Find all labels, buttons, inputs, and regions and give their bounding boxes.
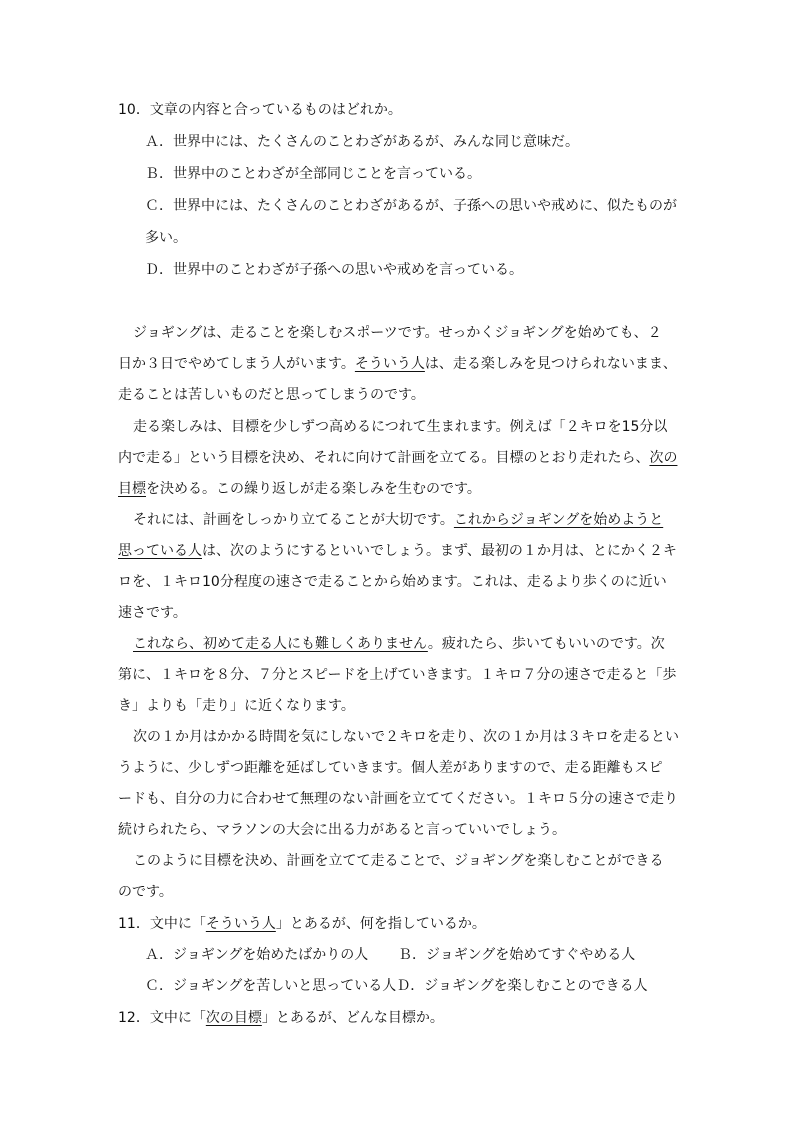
passage-p5-line2: うように、少しずつ距離を延ばしていきます。個人差がありますので、走る距離もスピ [118, 760, 663, 776]
underline-omotteiru-hito: 思っている人 [118, 543, 202, 559]
underline-sou-iu-hito: そういう人 [354, 356, 425, 372]
passage-p6-line2: のです。 [118, 884, 173, 900]
passage-p1-line1: ジョギングは、走ることを楽しむスポーツです。せっかくジョギングを始めても、２ [133, 325, 662, 341]
q10-option-b: Ｂ．世界中のことわざが全部同じことを言っている。 [145, 166, 481, 182]
passage-p1-line3: 走ることは苦しいものだと思ってしまうのです。 [118, 387, 425, 403]
passage-p6-line1: このように目標を決め、計画を立てて走ることで、ジョギングを楽しむことができる [133, 853, 664, 869]
passage-p3-line3: ロを、１キロ10分程度の速さで走ることから始めます。これは、走るより歩くのに近い [118, 574, 667, 590]
passage-p3-line2: 思っている人は、次のようにするといいでしょう。まず、最初の１か月は、とにかく２キ [118, 543, 677, 559]
passage-p5-line4: 続けられたら、マラソンの大会に出る力があると言っていいでしょう。 [118, 822, 566, 838]
q11-option-b: Ｂ．ジョギングを始めてすぐやめる人 [398, 947, 636, 963]
passage-p5-line1: 次の１か月はかかる時間を気にしないで２キロを走り、次の１か月は３キロを走るとい [133, 729, 679, 745]
q12-underline: 次の目標 [205, 1010, 262, 1026]
q10-option-c-line1: Ｃ．世界中には、たくさんのことわざがあるが、子孫への思いや戒めに、似たものが [145, 198, 677, 214]
q11-options-row1 [145, 946, 705, 964]
q11-option-a: Ａ．ジョギングを始めたばかりの人 [145, 947, 369, 963]
question-11: 11．文中に「そういう人」とあるが、何を指しているか。 [118, 916, 486, 932]
question-12: 12．文中に「次の目標」とあるが、どんな目標か。 [118, 1010, 444, 1026]
question-10: 10．文章の内容と合っているものはどれか。 [118, 102, 402, 118]
q10-option-d: Ｄ．世界中のことわざが子孫への思いや戒めを言っている。 [145, 262, 523, 278]
passage-p4-line2: 第に、１キロを８分、７分とスピードを上げていきます。１キロ７分の速さで走ると「歩 [118, 667, 677, 683]
underline-korenara: これなら、初めて走る人にも難しくありません [133, 636, 428, 652]
passage-p4-line3: き」よりも「走り」に近くなります。 [118, 698, 355, 714]
passage-p1-line2: 日か３日でやめてしまう人がいます。そういう人は、走る楽しみを見つけられないまま、 [118, 356, 677, 372]
passage-p3-line4: 速さです。 [118, 605, 187, 621]
q10-option-a: Ａ．世界中には、たくさんのことわざがあるが、みんな同じ意味だ。 [145, 134, 579, 150]
q11-underline: そういう人 [205, 916, 276, 932]
passage-p2-line3: 目標を決める。この繰り返しが走る楽しみを生むのです。 [118, 481, 481, 497]
passage-p3-line1: それには、計画をしっかり立てることが大切です。これからジョギングを始めようと [133, 512, 664, 528]
q10-option-c-line2: 多い。 [145, 230, 187, 246]
underline-korekara: これからジョギングを始めようと [453, 512, 664, 528]
underline-mokuhyou: 目標 [118, 481, 146, 497]
q11-option-d: Ｄ．ジョギングを楽しむことのできる人 [396, 978, 648, 994]
passage-p4-line1: これなら、初めて走る人にも難しくありません。疲れたら、歩いてもいいのです。次 [133, 636, 665, 652]
q11-options-row2 [145, 977, 705, 995]
passage-p2-line1: 走る楽しみは、目標を少しずつ高めるにつれて生まれます。例えば「２キロを15分以 [133, 419, 668, 435]
underline-tsugi-no: 次の [649, 450, 678, 466]
passage-p2-line2: 内で走る」という目標を決め、それに向けて計画を立てる。目標のとおり走れたら、次の [118, 450, 678, 466]
passage-p5-line3: ードも、自分の力に合わせて無理のない計画を立ててください。１キロ５分の速さで走り [118, 791, 678, 807]
q11-option-c: Ｃ．ジョギングを苦しいと思っている人 [145, 978, 397, 994]
